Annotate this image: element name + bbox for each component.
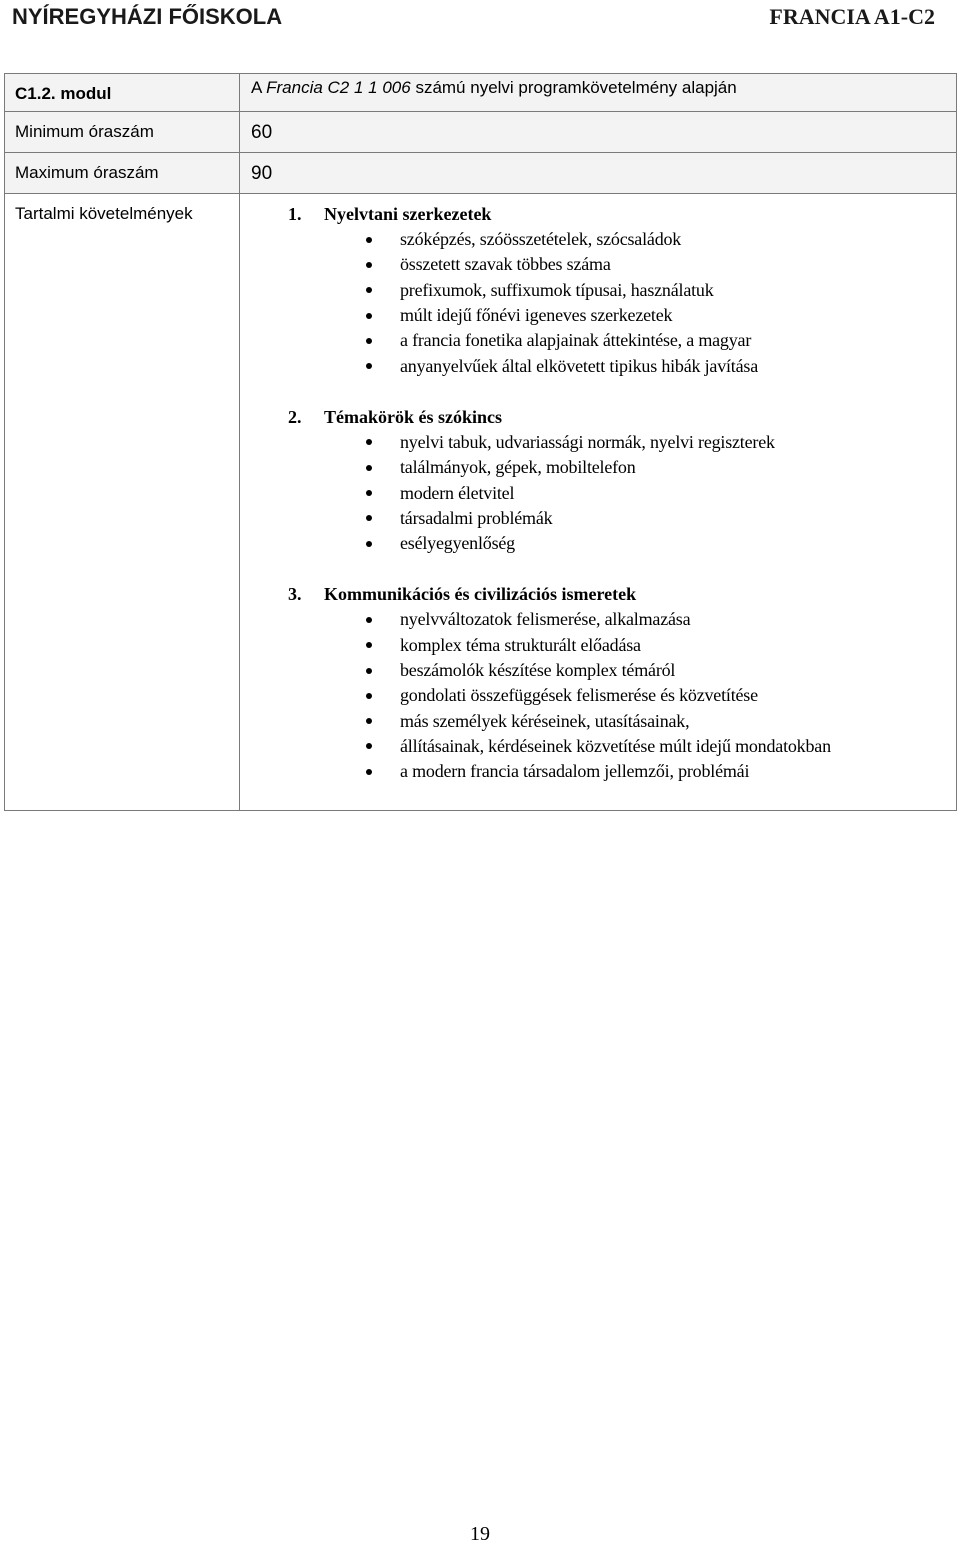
list-item-text: esélyegyenlőség	[400, 533, 515, 554]
list-item-text: prefixumok, suffixumok típusai, használatuk	[400, 279, 714, 300]
section-number: 3.	[288, 584, 302, 605]
module-basis-cell	[240, 74, 957, 112]
list-item-text: összetett szavak többes száma	[400, 254, 611, 275]
section-number: 1.	[288, 204, 302, 224]
list-item	[240, 607, 956, 632]
requirements-sections	[240, 202, 956, 784]
basis-suffix: számú nyelvi programkövetelmény alapján	[410, 78, 737, 97]
min-hours-label-cell	[5, 112, 240, 153]
section-heading	[240, 405, 956, 430]
list-item	[240, 708, 956, 733]
min-hours-value: 60	[251, 122, 273, 143]
list-item	[240, 328, 956, 353]
module-code-row	[5, 74, 957, 112]
module-table	[4, 73, 957, 811]
content-requirements-row	[5, 194, 957, 811]
list-item-text: nyelvi tabuk, udvariassági normák, nyelvi regiszterek	[400, 431, 775, 452]
max-hours-label-cell	[5, 153, 240, 194]
list-item-text: modern életvitel	[400, 482, 515, 503]
section-heading	[240, 202, 956, 227]
list-item-text: szóképzés, szóösszetételek, szócsaládok	[400, 229, 682, 250]
requirement-section	[240, 582, 956, 784]
list-item	[240, 455, 956, 480]
list-item	[240, 430, 956, 455]
page-header	[0, 0, 960, 34]
list-item-text: nyelvváltozatok felismerése, alkalmazása	[400, 609, 691, 630]
list-item-text: múlt idejű főnévi igeneves szerkezetek	[400, 305, 673, 326]
content-label-cell	[5, 194, 240, 811]
section-title: Témakörök és szókincs	[324, 406, 503, 427]
requirement-section	[240, 405, 956, 556]
list-item-text: anyanyelvűek által elkövetett tipikus hibák javítása	[400, 355, 758, 376]
institution-name: NYÍREGYHÁZI FŐISKOLA	[12, 4, 283, 29]
module-code-cell	[5, 74, 240, 112]
max-hours-label: Maximum óraszám	[15, 163, 159, 182]
list-item-text: gondolati összefüggések felismerése és közvetítése	[400, 685, 758, 706]
list-item-text: társadalmi problémák	[400, 507, 553, 528]
requirement-section	[240, 202, 956, 379]
section-number: 2.	[288, 406, 302, 427]
list-item	[240, 683, 956, 708]
basis-program-code: Francia C2 1 1 006	[266, 78, 411, 97]
list-item-text: komplex téma strukturált előadása	[400, 634, 641, 655]
list-item	[240, 353, 956, 378]
list-item	[240, 252, 956, 277]
list-item-text: a modern francia társadalom jellemzői, problémái	[400, 761, 750, 782]
min-hours-row	[5, 112, 957, 153]
min-hours-value-cell	[240, 112, 957, 153]
list-item	[240, 227, 956, 252]
page-number: 19	[470, 1523, 490, 1545]
content-requirements-cell	[240, 194, 957, 811]
list-item	[240, 759, 956, 784]
list-item	[240, 531, 956, 556]
module-code: C1.2. modul	[15, 84, 112, 103]
section-item-list	[240, 227, 956, 379]
list-item-text: a francia fonetika alapjainak áttekintése, a magyar	[400, 330, 752, 351]
section-item-list	[240, 430, 956, 556]
module-basis	[240, 74, 956, 98]
max-hours-value-cell	[240, 153, 957, 194]
list-item-text: más személyek kéréseinek, utasításainak,	[400, 710, 690, 731]
max-hours-row	[5, 153, 957, 194]
list-item-text: beszámolók készítése komplex témáról	[400, 660, 676, 680]
list-item	[240, 278, 956, 303]
list-item	[240, 633, 956, 658]
list-item	[240, 480, 956, 505]
max-hours-value: 90	[251, 163, 273, 184]
list-item-text: állításainak, kérdéseinek közvetítése múlt idejű mondatokban	[400, 735, 831, 756]
section-heading	[240, 582, 956, 607]
basis-prefix: A	[251, 78, 267, 97]
list-item	[240, 506, 956, 531]
list-item	[240, 734, 956, 759]
section-title: Nyelvtani szerkezetek	[324, 204, 492, 224]
course-title: FRANCIA A1-C2	[769, 4, 935, 29]
list-item	[240, 303, 956, 328]
content-requirements-label: Tartalmi követelmények	[15, 204, 193, 223]
list-item	[240, 658, 956, 683]
section-title: Kommunikációs és civilizációs ismeretek	[324, 584, 637, 605]
min-hours-label: Minimum óraszám	[15, 122, 154, 141]
list-item-text: találmányok, gépek, mobiltelefon	[400, 457, 636, 478]
section-item-list	[240, 607, 956, 784]
